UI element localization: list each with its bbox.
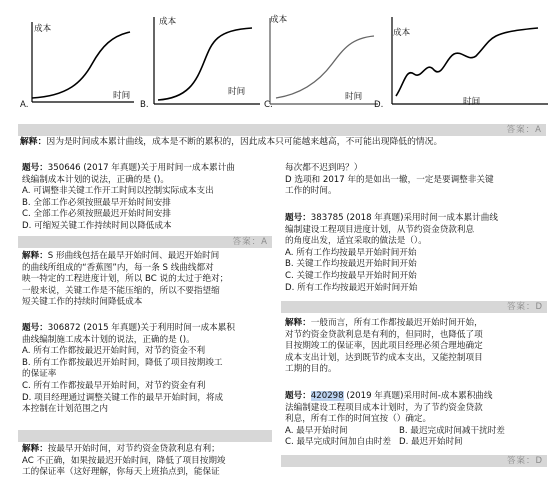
graph-c-xlabel: 时间: [345, 92, 363, 102]
answer-bar-q3: [281, 301, 547, 313]
graph-c-letter: C.: [264, 100, 273, 110]
graph-a-ylabel: 成本: [34, 24, 52, 34]
option-a: A. 所有工作都按最迟开始时间，对节约资金不利: [22, 346, 206, 357]
explanation-text: 的曲线所组成的“香蕉图”内，每一条 S 线曲线都对: [22, 262, 214, 273]
question-text: 曲线编制施工成本计划的说法，正确的是 ()。: [22, 334, 195, 345]
question-text: 利息，所有工作的时间宜按（）确定。: [285, 414, 432, 425]
explanation-q1: [22, 251, 272, 309]
option-c: C. 全部工作必须按照最迟开始时间安排: [22, 209, 171, 220]
explanation-text: 目按期竣工的保证率，因此项目经理必须合理地确定: [285, 341, 483, 352]
explanation-label: 解释：: [285, 318, 311, 328]
option-b-cont: 的保证率: [22, 369, 57, 380]
question-text: 线编制成本计划的说法，正确的是 ()。: [22, 174, 169, 185]
question-label: 题号：: [22, 163, 48, 173]
explanation-text: 工期的目的。: [285, 364, 337, 375]
explanation-text: 短关键工作的持续时间降低成本: [22, 297, 143, 308]
question-id-highlight[interactable]: 420298: [310, 391, 344, 401]
explanation-text: 按最早开始时间，对节约资金贷款利息有利；: [47, 444, 220, 454]
option-a: A. 可调整非关键工作开工时间以控制实际成本支出: [22, 186, 214, 197]
answer-bar-q1: [18, 236, 272, 248]
explanation-text: S 形曲线包括在最早开始时间、最迟开始时间: [47, 251, 220, 261]
answer-q3: 答案：D: [506, 302, 543, 312]
explanation-text: 因为是时间成本累计曲线，成本是不断的累积的，因此成本只可能越来越高，不可能出现降低的情况。: [46, 137, 443, 147]
graph-d-ylabel: 成本: [393, 28, 411, 38]
explanation-label: 解释：: [20, 137, 47, 147]
explanation-text: 工作的时间。: [285, 186, 337, 197]
explanation-q2: [22, 444, 272, 479]
option-b: B. 全部工作必须按照最早开始时间安排: [22, 197, 171, 208]
question-306872: [22, 323, 272, 416]
option-d: D. 可缩短关键工作持续时间以降低成本: [22, 220, 172, 231]
question-text: 306872 (2015 年真题)关于利用时间一成本累积: [47, 323, 235, 333]
question-350646: [22, 163, 272, 233]
explanation-text: 成本支出计划，达到既节约成本支出，又能控制项目: [285, 352, 483, 363]
answer-bar-q2: [18, 430, 272, 442]
explanation-text: 对节约资金贷款利息是有利的，但同时，也降低了项: [285, 329, 483, 340]
question-text: 法编制建设工程项目成本计划时，为了节约资金贷款: [285, 402, 483, 413]
question-text: 383785 (2018 年真题)采用时间一成本累计曲线: [310, 213, 498, 223]
explanation-text: 一般来说，关键工作是不能压缩的，所以不要指望缩: [22, 285, 220, 296]
question-420298: [285, 391, 547, 449]
graph-d-xlabel: 时间: [463, 97, 481, 107]
option-b: B. 所有工作都按最迟开始时间，降低了项目按期竣工: [22, 357, 223, 368]
graph-b-ylabel: 成本: [159, 17, 177, 27]
question-text: 350646 (2017 年真题)关于用时间一成本累计曲: [47, 163, 235, 173]
question-label: 题号：: [22, 323, 48, 333]
graph-a-xlabel: 时间: [113, 91, 131, 101]
graph-a-letter: A.: [20, 100, 29, 110]
graph-b-letter: B.: [140, 100, 149, 110]
option-d-cont: 本控制在计划范围之内: [22, 404, 108, 415]
option-c: C. 关键工作均按最早开始时间开始: [285, 270, 417, 281]
explanation-text: D 选项和 2017 年的是如出一辙，一定是要调整非关键: [285, 174, 494, 185]
question-text: (2019 年真题)采用时间-成本累积曲线: [343, 391, 493, 401]
option-c: C. 所有工作都按最早开始时间，对节约资金有利: [22, 380, 206, 391]
explanation-text: 一般而言，所有工作都按最迟开始时间开始，: [310, 318, 483, 328]
explanation-text: 工的保证率（这好理解，你每天上班掐点到，能保证: [22, 467, 220, 478]
answer-bar-top: [18, 124, 546, 136]
question-label: 题号：: [285, 391, 311, 401]
explanation-q3: [285, 318, 547, 376]
answer-top: 答案：A: [506, 125, 542, 135]
question-text: 编制建设工程项目进度计划，从节约资金贷款利息: [285, 224, 475, 235]
graph-b-xlabel: 时间: [228, 87, 246, 97]
graph-d-letter: D.: [374, 100, 384, 110]
option-d: D. 最迟开始时间: [399, 437, 463, 448]
question-383785: [285, 213, 547, 294]
explanation-text: 映一特定的工程进度计划，所以 BC 说的太过于绝对；: [22, 274, 229, 285]
explanation-label: 解释：: [22, 444, 48, 454]
option-d: D. 所有工作均按最迟开始时间开始: [285, 282, 418, 293]
question-label: 题号：: [285, 213, 311, 223]
option-b: B. 关键工作均按最迟开始时间开始: [285, 259, 417, 270]
option-b: B. 最迟完成时间减干扰时差: [399, 425, 505, 436]
explanation-label: 解释：: [22, 251, 48, 261]
explanation-text: AC 不正确，如果按最迟开始时间，降低了项目按期竣: [22, 455, 226, 466]
option-d: D. 项目经理通过调整关键工作的最早开始时间，将成: [22, 392, 224, 403]
answer-q1: 答案：A: [232, 237, 268, 247]
explanation-top: [20, 137, 442, 149]
question-text: 的角度出发，适宜采取的做法是（）。: [285, 236, 427, 247]
answer-bar-q4: [281, 455, 547, 467]
option-c: C. 最早完成时间加自由时差: [285, 437, 391, 448]
option-a: A. 最早开始时间: [285, 425, 348, 436]
explanation-text: 每次都不迟到吗？）: [285, 163, 363, 173]
explanation-continued: [285, 163, 547, 198]
answer-q4: 答案：D: [506, 456, 543, 466]
graph-c-ylabel: 成本: [270, 15, 288, 25]
option-a: A. 所有工作均按最早开始时间开始: [285, 247, 417, 258]
